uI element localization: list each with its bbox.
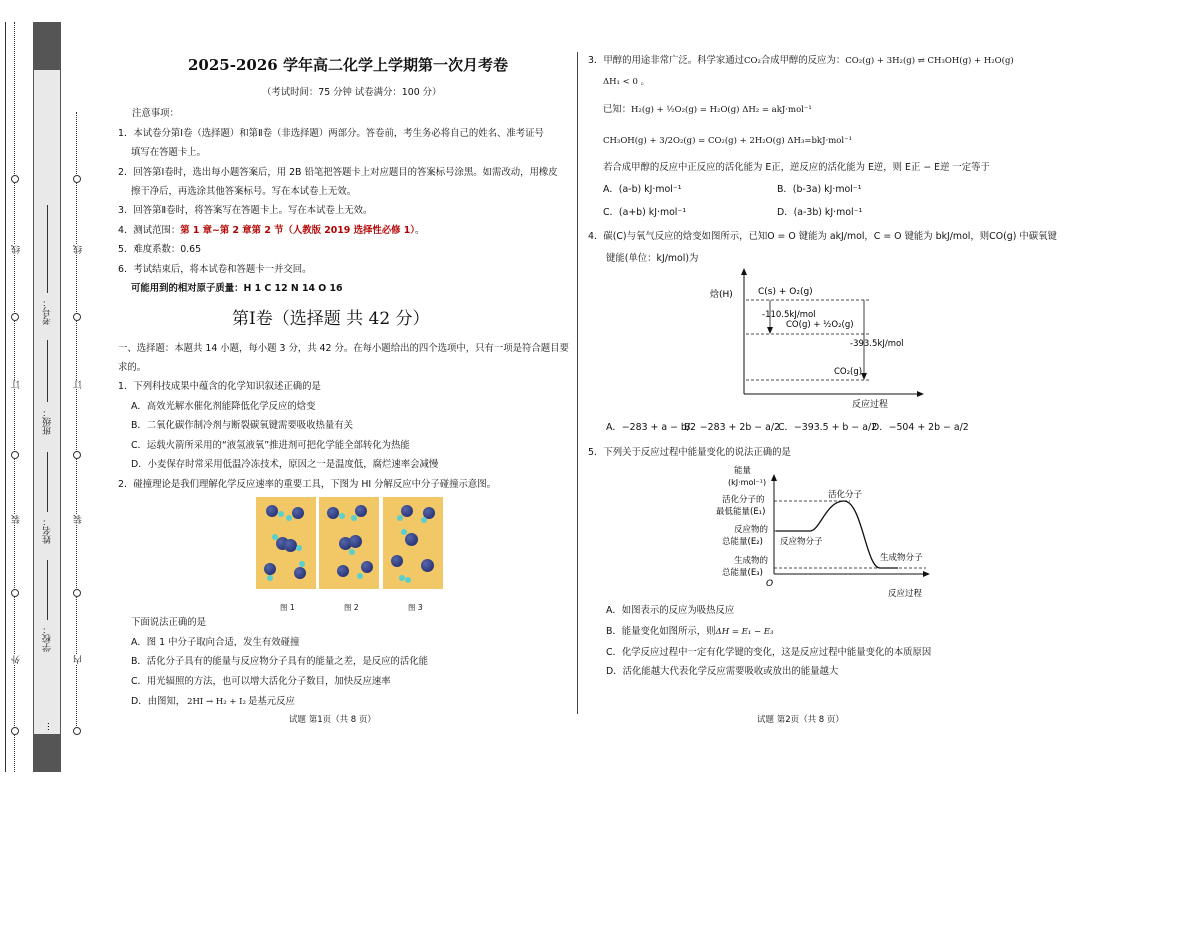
reaction-process-label: 反应过程 xyxy=(852,400,889,410)
notes-heading: 注意事项： xyxy=(132,108,179,119)
e2-label-cont: 总能量(E₂) xyxy=(722,537,763,547)
inner-dotted-line xyxy=(76,112,77,732)
outer-order-mark: 订 xyxy=(12,380,22,389)
e3-label-cont: 总能量(E₃) xyxy=(722,568,763,578)
note-3: 3．回答第Ⅱ卷时，将答案写在答题卡上。写在本试卷上无效。 xyxy=(118,205,373,216)
note-1: 1．本试卷分第Ⅰ卷（选择题）和第Ⅱ卷（非选择题）两部分。答卷前，考生务必将自己的姓名、准考证号 xyxy=(118,128,544,139)
outer-line-mark: 线 xyxy=(12,245,22,254)
page-1-footer: 试题 第1页（共 8 页） xyxy=(289,715,376,725)
exam-no-underline xyxy=(47,205,48,293)
q2-formula: 2HI → H₂ + I₂ xyxy=(187,697,246,707)
dh-393: -393.5kJ/mol xyxy=(850,339,904,349)
q1-option-d: D．小麦保存时常采用低温冷冻技术，原因之一是温度低，腐烂速率会减慢 xyxy=(131,459,439,470)
q4-option-a: A．−283 + a − b/2 xyxy=(606,422,696,433)
dh-110: -110.5kJ/mol xyxy=(762,310,816,320)
note-4-scope: 4．测试范围：第 1 章~第 2 章第 2 节（人教版 2019 选择性必修 1）。 xyxy=(118,225,425,236)
q4-stem: 4．碳(C)与氧气反应的焓变如图所示，已知O = O 键能为 akJ/mol，C = O 键能为 bkJ/mol，则CO(g) 中碳氧键 xyxy=(588,231,1057,242)
q4-option-c: C．−393.5 + b − a/2 xyxy=(778,422,878,433)
binding-hole xyxy=(73,313,81,321)
q2-stem: 2．碰撞理论是我们理解化学反应速率的重要工具，下图为 HI 分解反应中分子碰撞示意图。 xyxy=(118,479,496,490)
q2-prompt: 下面说法正确的是 xyxy=(131,617,207,628)
inner-line-mark: 线 xyxy=(74,245,84,254)
e3-label: 生成物的 xyxy=(734,556,769,566)
inner-bind-mark: 装 xyxy=(74,515,84,524)
section-intro-cont: 求的。 xyxy=(118,362,147,373)
class-underline xyxy=(47,340,48,402)
level-co: CO(g) + ½O₂(g) xyxy=(786,320,854,330)
enthalpy-axis-label: 焓(H) xyxy=(710,290,733,300)
q3-dh1: ΔH₁ < 0 。 xyxy=(603,77,650,87)
q4-stem-cont: 键能(单位：kJ/mol)为 xyxy=(606,253,699,264)
note-1-cont: 填写在答题卡上。 xyxy=(131,147,207,158)
atomic-mass-line: 可能用到的相对原子质量：H 1 C 12 N 14 O 16 xyxy=(131,283,343,294)
q5-option-b: B．能量变化如图所示，则ΔH = E₁ − E₃ xyxy=(606,626,774,637)
exam-no-label: 考号： xyxy=(43,298,53,325)
q1-option-b: B．二氧化碳作制冷剂与断裂碳氧键需要吸收热量有关 xyxy=(131,420,354,431)
column-divider xyxy=(577,52,578,714)
q3-option-d: D．(a-3b) kJ·mol⁻¹ xyxy=(777,207,863,218)
q1-option-a: A．高效光解水催化剂能降低化学反应的焓变 xyxy=(131,401,316,412)
binding-bar-cap xyxy=(33,22,61,70)
e1-label-cont: 最低能量(E₁) xyxy=(716,507,766,517)
energy-axis-label: 能量 xyxy=(734,466,752,476)
q3-option-b: B．(b-3a) kJ·mol⁻¹ xyxy=(777,184,862,195)
activated-molecule-label: 活化分子 xyxy=(828,490,863,500)
q4-option-b: B．−283 + 2b − a/2 xyxy=(684,422,780,433)
origin-label: O xyxy=(766,579,774,589)
outer-label: 外 xyxy=(12,655,22,664)
q3-question: 若合成甲醇的反应中正反应的活化能为 E正，逆反应的活化能为 E逆，则 E正 − E逆 一定等于 xyxy=(603,162,990,173)
q3-option-c: C．(a+b) kJ·mol⁻¹ xyxy=(603,207,687,218)
scope-value: 第 1 章~第 2 章第 2 节（人教版 2019 选择性必修 1） xyxy=(180,225,415,236)
figure-3-caption: 图 3 xyxy=(408,603,423,612)
binding-hole xyxy=(73,727,81,735)
product-molecule-label: 生成物分子 xyxy=(880,553,923,563)
binding-hole xyxy=(73,589,81,597)
binding-edge-line xyxy=(5,22,6,772)
school-underline xyxy=(47,560,48,620)
binding-hole xyxy=(11,727,19,735)
collision-figure-2 xyxy=(319,497,379,589)
q3-equation-2: CH₃OH(g) + 3/2O₂(g) = CO₂(g) + 2H₂O(g) ΔH₃=bkJ·mol⁻¹ xyxy=(603,136,852,146)
collision-figure-3 xyxy=(383,497,443,589)
class-label: 班级： xyxy=(43,408,53,435)
note-6-end: 6．考试结束后，将本试卷和答题卡一并交回。 xyxy=(118,264,312,275)
e2-label: 反应物的 xyxy=(734,525,769,535)
energy-axis-unit: (kJ·mol⁻¹) xyxy=(728,478,767,487)
level-co2: CO₂(g) xyxy=(834,367,863,377)
q3-equation: CO₂(g) + 3H₂(g) ⇌ CH₃OH(g) + H₂O(g) xyxy=(845,56,1014,66)
collision-figure-1 xyxy=(256,497,316,589)
bar-ellipsis: … xyxy=(42,722,52,731)
q2-option-c: C．用光辐照的方法，也可以增大活化分子数目，加快反应速率 xyxy=(131,676,391,687)
q5-option-a: A．如图表示的反应为吸热反应 xyxy=(606,605,735,616)
binding-hole xyxy=(11,451,19,459)
level-c-o2: C(s) + O₂(g) xyxy=(758,287,813,297)
figure-2-caption: 图 2 xyxy=(344,603,359,612)
binding-bar-cap xyxy=(33,734,61,772)
q2-option-d: D．由图知， 2HI → H₂ + I₂ 是基元反应 xyxy=(131,696,295,707)
inner-label: 内 xyxy=(74,655,84,664)
figure-1-caption: 图 1 xyxy=(280,603,295,612)
energy-diagram xyxy=(700,462,940,602)
exam-title: 2025-2026 学年高二化学上学期第一次月考卷 xyxy=(188,56,508,74)
q5-option-c: C．化学反应过程中一定有化学键的变化，这是反应过程中能量变化的本质原因 xyxy=(606,647,932,658)
q2-option-b: B．活化分子具有的能量与反应物分子具有的能量之差，是反应的活化能 xyxy=(131,656,429,667)
reactant-molecule-label: 反应物分子 xyxy=(780,537,823,547)
note-5-difficulty: 5．难度系数：0.65 xyxy=(118,244,202,255)
q5-option-d: D．活化能越大代表化学反应需要吸收或放出的能量越大 xyxy=(606,666,839,677)
q3-known-label: 已知： xyxy=(603,104,632,115)
q4-option-d: D．−504 + 2b − a/2 xyxy=(872,422,969,433)
q5-stem: 5．下列关于反应过程中能量变化的说法正确的是 xyxy=(588,447,791,458)
name-label: 姓名： xyxy=(43,517,53,544)
school-label: 学校： xyxy=(43,625,53,652)
note-2: 2．回答第Ⅰ卷时，选出每小题答案后，用 2B 铅笔把答题卡上对应题目的答案标号涂黑。如需改动，用橡皮 xyxy=(118,167,558,178)
binding-hole xyxy=(73,451,81,459)
enthalpy-diagram xyxy=(710,268,930,410)
name-underline xyxy=(47,452,48,512)
binding-hole xyxy=(73,175,81,183)
section-intro: 一、选择题：本题共 14 小题，每小题 3 分，共 42 分。在每小题给出的四个选项中，只有一项是符合题目要 xyxy=(118,343,569,354)
binding-hole xyxy=(11,589,19,597)
reaction-process-label: 反应过程 xyxy=(888,589,923,599)
note-2-cont: 擦干净后，再选涂其他答案标号。写在本试卷上无效。 xyxy=(131,186,357,197)
q1-stem: 1．下列科技成果中蕴含的化学知识叙述正确的是 xyxy=(118,381,321,392)
binding-hole xyxy=(11,175,19,183)
q3-stem: 3．甲醇的用途非常广泛。科学家通过CO₂合成甲醇的反应为：CO₂(g) + 3H₂(g) ⇌ CH₃OH(g) + H₂O(g) xyxy=(588,55,1014,66)
outer-bind-mark: 装 xyxy=(12,515,22,524)
exam-subtitle: （考试时间：75 分钟 试卷满分：100 分） xyxy=(262,87,442,98)
section-title: 第Ⅰ卷（选择题 共 42 分） xyxy=(232,309,430,329)
inner-order-mark: 订 xyxy=(74,380,84,389)
q3-option-a: A．(a-b) kJ·mol⁻¹ xyxy=(603,184,682,195)
e1-label: 活化分子的 xyxy=(722,495,765,505)
q5-formula: ΔH = E₁ − E₃ xyxy=(715,627,774,637)
q1-option-c: C．运载火箭所采用的“液氢液氧”推进剂可把化学能全部转化为热能 xyxy=(131,440,410,451)
binding-hole xyxy=(11,313,19,321)
q2-option-a: A．图 1 中分子取向合适，发生有效碰撞 xyxy=(131,637,300,648)
q3-equation-1: H₂(g) + ½O₂(g) = H₂O(g) ΔH₂ = akJ·mol⁻¹ xyxy=(631,105,812,115)
page-2-footer: 试题 第2页（共 8 页） xyxy=(757,715,844,725)
